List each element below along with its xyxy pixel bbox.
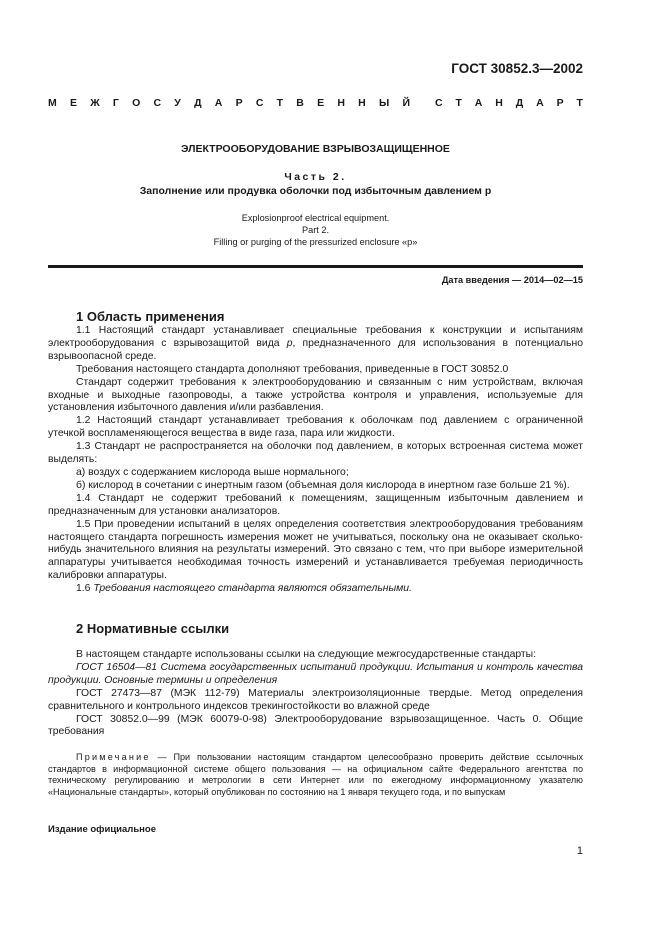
introduction-date: Дата введения — 2014—02—15 [441, 275, 583, 285]
banner-letter: Т [576, 97, 583, 109]
standard-banner [48, 97, 583, 109]
official-edition-label: Издание официальное [48, 824, 156, 835]
banner-letter: Н [337, 97, 345, 109]
section-2-body [48, 649, 583, 739]
reference-item: ГОСТ 16504—81 Система государственных испытаний продукции. Испытания и контроль качества продукции. Основные термины и определения [48, 661, 583, 686]
note-label: Примечание [76, 752, 151, 762]
banner-letter: Т [455, 97, 462, 109]
banner-letter: Н [358, 97, 366, 109]
paragraph: 1.4 Стандарт не содержит требований к помещениям, защищенным избыточным давлением и предназначенным для установки анализаторов. [48, 492, 583, 517]
paragraph: 1.1 Настоящий стандарт устанавливает специальные требования к конструкции и испытаниям электрооборудования с взрывозащитой вида р, предназначенного для использования в потенциально взрывоопасной среде. [48, 325, 583, 362]
reference-item: ГОСТ 30852.0—99 (МЭК 60079-0-98) Электрооборудование взрывозащищенное. Часть 0. Общие требования [48, 713, 583, 738]
banner-letter: Ы [378, 97, 390, 109]
banner-letter: Т [276, 97, 284, 109]
banner-letter: Р [556, 97, 564, 109]
note [48, 752, 583, 799]
banner-letter: Д [194, 97, 202, 109]
banner-word-standard [435, 97, 583, 109]
banner-letter: Р [235, 97, 243, 109]
banner-letter: О [132, 97, 141, 109]
english-title-line: Part 2. [301, 225, 330, 235]
banner-letter: Н [495, 97, 503, 109]
document-subtitle: Заполнение или продувка оболочки под избыточным давлением р [139, 185, 492, 197]
page-number: 1 [576, 845, 583, 857]
banner-letter: Г [112, 97, 119, 109]
banner-letter: М [48, 97, 57, 109]
banner-letter: А [474, 97, 483, 109]
banner-letter: А [214, 97, 223, 109]
paragraph: 1.3 Стандарт не распространяется на оболочки под давлением, в которых встроенная система может выделять: [48, 441, 583, 466]
banner-letter: Е [317, 97, 325, 109]
english-title-line: Filling or purging of the pressurized enclosure «p» [213, 237, 418, 247]
list-item: а) воздух с содержанием кислорода выше нормального; [76, 466, 349, 478]
paragraph: Стандарт содержит требования к электрооборудованию и связанным с ним устройствам, включая входные и выходные газопроводы, а также устройства контроля и управления, используемые для установления избыточного давления и/или разбавления. [48, 376, 583, 414]
banner-letter: А [536, 97, 544, 109]
paragraph: 1.6 Требования настоящего стандарта являются обязательными. [76, 583, 412, 595]
reference-item: ГОСТ 27473—87 (МЭК 112-79) Материалы электроизоляционные твердые. Метод определения сравнительного и контрольного индексов трекингостойкости во влажной среде [48, 687, 583, 712]
list-item: б) кислород в сочетании с инертным газом (объемная доля кислорода в инертном газе больше 21 %). [76, 479, 570, 491]
header-rule [48, 265, 583, 268]
document-part: Часть 2. [284, 171, 347, 183]
document-title: ЭЛЕКТРООБОРУДОВАНИЕ ВЗРЫВОЗАЩИЩЕННОЕ [181, 143, 450, 155]
banner-letter: С [153, 97, 162, 109]
banner-letter: Й [402, 97, 410, 109]
section-2-heading: 2 Нормативные ссылки [76, 621, 230, 636]
banner-letter: У [174, 97, 181, 109]
banner-letter: Е [69, 97, 77, 109]
banner-word-interstate [48, 97, 410, 109]
paragraph: Требования настоящего стандарта дополняют требования, приведенные в ГОСТ 30852.0 [76, 363, 509, 375]
banner-letter: Ж [90, 97, 100, 109]
banner-letter: Д [515, 97, 524, 109]
english-title-line: Explosionproof electrical equipment. [241, 213, 390, 223]
section-1-body [48, 325, 583, 596]
standard-code: ГОСТ 30852.3—2002 [451, 61, 583, 76]
english-title [48, 212, 583, 248]
paragraph: В настоящем стандарте использованы ссылки на следующие межгосударственные стандарты: [76, 649, 537, 660]
banner-letter: С [435, 97, 443, 109]
paragraph: 1.2 Настоящий стандарт устанавливает требования к оболочкам под давлением с ограниченной утечкой воспламеняющегося вещества в виде газа, пара или жидкости. [48, 415, 583, 440]
banner-letter: В [296, 97, 304, 109]
paragraph: 1.5 При проведении испытаний в целях определения соответствия электрооборудования требованиям настоящего стандарта погрешность измерения может не учитываться, поскольку она не оказывает сколько-нибудь значительного влияния на результаты измерений. Это связано с тем, что при выборе измерительной аппаратуры учитывается необходимая точность измерений и устанавливается требуемая периодичность калибровки аппаратуры. [48, 518, 583, 582]
banner-letter: С [255, 97, 264, 109]
note-text: — При пользовании настоящим стандартом целесообразно проверить действие ссылочных стандартов в информационной системе общего пользования — на официальном сайте Федерального агентства по техническому регулированию и метрологии в сети Интернет или по ежегодному информационному указателю «Национальные стандарты», который опубликован по состоянию на 1 января текущего года, и по выпускам [48, 752, 583, 798]
section-1-heading: 1 Область применения [76, 309, 225, 324]
